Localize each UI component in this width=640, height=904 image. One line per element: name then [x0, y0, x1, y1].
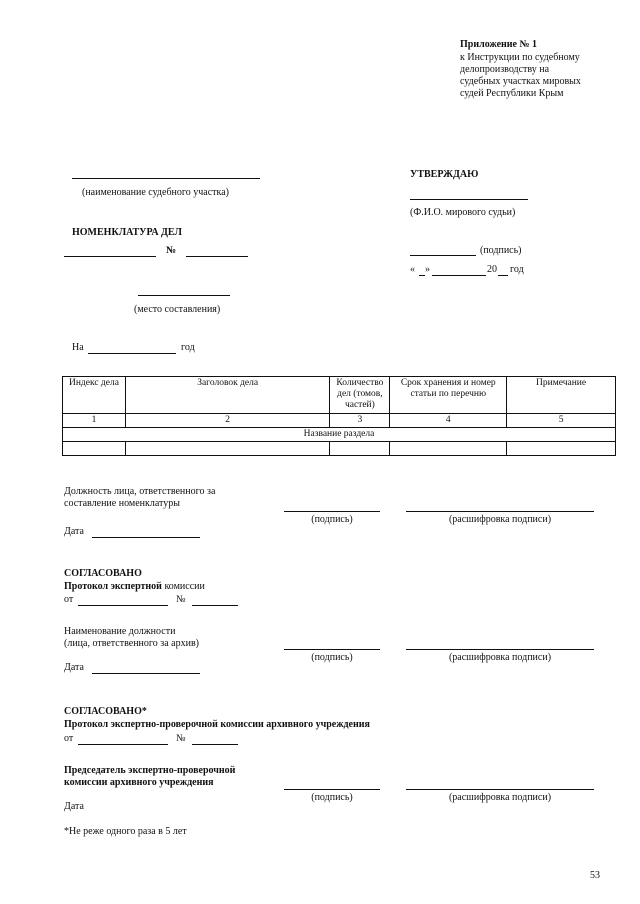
page-number: 53	[590, 870, 600, 881]
date-year-suffix: год	[510, 264, 524, 275]
col-number-5: 5	[507, 414, 616, 428]
header-note	[507, 377, 616, 414]
date-quote-open: «	[410, 264, 415, 275]
agreed-1-decode-caption: (расшифровка подписи)	[448, 652, 552, 663]
agreed-2-date-label: Дата	[64, 801, 84, 812]
table-header-row	[63, 377, 616, 414]
agreed-1-date-line[interactable]	[92, 673, 200, 674]
section-title: Название раздела	[63, 428, 616, 442]
agreed-2-decode-line[interactable]	[406, 789, 594, 790]
court-name-caption: (наименование судебного участка)	[82, 187, 230, 198]
table-row	[63, 442, 616, 456]
table-section-row	[63, 428, 616, 442]
responsible-decode-caption: (расшифровка подписи)	[448, 514, 552, 525]
agreed-1-number-sign: №	[176, 594, 186, 605]
judge-signature-line[interactable]	[410, 255, 476, 256]
year-suffix: год	[181, 342, 195, 353]
agreed-1-position-line-2: (лица, ответственного за архив)	[64, 638, 199, 649]
agreed-2-number-line[interactable]	[192, 744, 238, 745]
agreed-1-position-line-1: Наименование должности	[64, 626, 176, 637]
header-index	[63, 377, 126, 414]
agreed-2-title: СОГЛАСОВАНО*	[64, 706, 147, 717]
col-number-3: 3	[330, 414, 390, 428]
court-name-line[interactable]	[72, 178, 260, 179]
agreed-1-signature-line[interactable]	[284, 649, 380, 650]
agreed-1-protocol-rest: комиссии	[161, 581, 205, 592]
responsible-date-label: Дата	[64, 526, 84, 537]
agreed-1-title: СОГЛАСОВАНО	[64, 568, 142, 579]
judge-signature-caption: (подпись)	[480, 245, 522, 256]
empty-cell-index[interactable]	[63, 442, 126, 456]
place-line[interactable]	[138, 295, 230, 296]
header-count-text: Количество дел (томов, частей)	[336, 378, 384, 410]
nomenclature-number-line[interactable]	[186, 256, 248, 257]
agreed-2-chair-line-1: Председатель экспертно-проверочной	[64, 765, 236, 776]
col-number-2: 2	[125, 414, 330, 428]
nomenclature-table	[62, 376, 616, 456]
appendix-title: Приложение № 1	[460, 39, 538, 50]
agreed-2-from-label: от	[64, 733, 74, 744]
date-year-prefix: 20	[487, 264, 497, 275]
date-year-line[interactable]	[498, 275, 508, 276]
empty-cell-note[interactable]	[507, 442, 616, 456]
judge-name-line[interactable]	[410, 199, 528, 200]
responsible-decode-line[interactable]	[406, 511, 594, 512]
nomenclature-prefix-line[interactable]	[64, 256, 156, 257]
header-title	[125, 377, 330, 414]
appendix-line-4: судей Республики Крым	[460, 88, 564, 99]
appendix-line-1: к Инструкции по судебному	[460, 52, 580, 63]
approval-title: УТВЕРЖДАЮ	[410, 169, 479, 180]
nomenclature-title: НОМЕНКЛАТУРА ДЕЛ	[72, 227, 182, 238]
empty-cell-title[interactable]	[125, 442, 330, 456]
col-number-1: 1	[63, 414, 126, 428]
appendix-line-2: делопроизводству на	[460, 64, 550, 75]
appendix-line-3: судебных участках мировых	[460, 76, 581, 87]
col-number-4: 4	[390, 414, 507, 428]
agreed-2-chair-line-2: комиссии архивного учреждения	[64, 777, 214, 788]
agreed-1-number-line[interactable]	[192, 605, 238, 606]
agreed-2-protocol: Протокол экспертно-проверочной комиссии архивного учреждения	[64, 719, 370, 730]
agreed-1-decode-line[interactable]	[406, 649, 594, 650]
agreed-2-signature-line[interactable]	[284, 789, 380, 790]
agreed-1-signature-caption: (подпись)	[311, 652, 353, 663]
empty-cell-count[interactable]	[330, 442, 390, 456]
agreed-1-from-label: от	[64, 594, 74, 605]
header-storage	[390, 377, 507, 414]
agreed-2-decode-caption: (расшифровка подписи)	[448, 792, 552, 803]
date-month-line[interactable]	[432, 275, 486, 276]
year-line[interactable]	[88, 353, 176, 354]
agreed-1-date-label: Дата	[64, 662, 84, 673]
table-number-row	[63, 414, 616, 428]
header-title-text: Заголовок дела	[197, 378, 259, 388]
agreed-1-protocol	[64, 581, 205, 593]
header-count	[330, 377, 390, 414]
agreed-1-protocol-bold: Протокол экспертной	[64, 581, 162, 592]
responsible-line-2: составление номенклатуры	[64, 498, 180, 509]
responsible-line-1: Должность лица, ответственного за	[64, 486, 216, 497]
header-index-text: Индекс дела	[68, 378, 119, 388]
place-caption: (место составления)	[134, 304, 221, 315]
responsible-signature-caption: (подпись)	[311, 514, 353, 525]
footnote: *Не реже одного раза в 5 лет	[64, 826, 187, 837]
agreed-2-signature-caption: (подпись)	[311, 792, 353, 803]
header-note-text: Примечание	[536, 378, 587, 388]
empty-cell-storage[interactable]	[390, 442, 507, 456]
date-quote-close: »	[425, 264, 430, 275]
header-storage-text: Срок хранения и номер статьи по перечню	[400, 378, 496, 399]
responsible-signature-line[interactable]	[284, 511, 380, 512]
agreed-1-from-line[interactable]	[78, 605, 168, 606]
agreed-2-number-sign: №	[176, 733, 186, 744]
agreed-2-from-line[interactable]	[78, 744, 168, 745]
year-prefix: На	[72, 342, 84, 353]
nomenclature-number-sign: №	[166, 245, 177, 256]
judge-name-caption: (Ф.И.О. мирового судьи)	[410, 207, 516, 218]
responsible-date-line[interactable]	[92, 537, 200, 538]
